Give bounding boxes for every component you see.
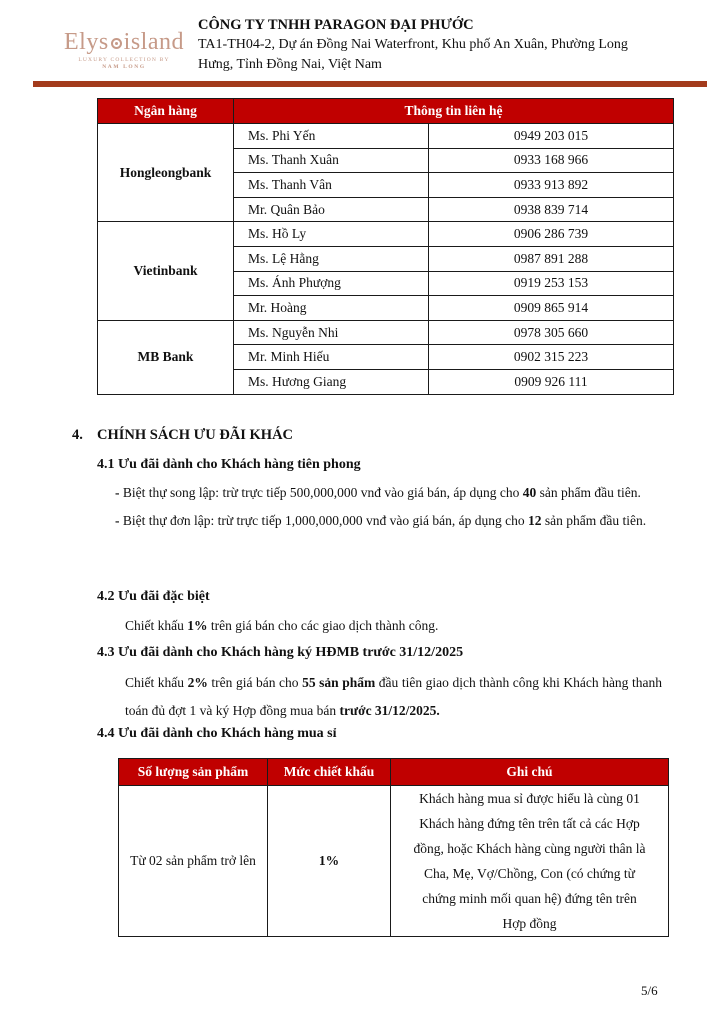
contact-phone: 0949 203 015: [429, 124, 674, 149]
note-line: Khách hàng đứng tên trên tất cả các Hợp: [419, 816, 640, 831]
logo-tagline-line2: NAM LONG: [102, 64, 146, 70]
bullet-bold-value: 12: [528, 512, 542, 528]
page-number: 5/6: [641, 983, 658, 998]
note-line: Hợp đồng: [502, 916, 557, 931]
table-row: [98, 222, 674, 247]
bullet-text: sản phẩm đầu tiên.: [536, 485, 641, 500]
company-address-line2: Hưng, Tỉnh Đồng Nai, Việt Nam: [198, 57, 382, 72]
heading-4-1: 4.1 Ưu đãi dành cho Khách hàng tiên phong: [97, 457, 361, 472]
contact-name: Ms. Phi Yến: [234, 124, 429, 149]
note-line: Cha, Mẹ, Vợ/Chồng, Con (có chứng từ: [424, 866, 635, 881]
section-4-1-bullets: [115, 479, 662, 534]
heading-4-3: 4.3 Ưu đãi dành cho Khách hàng ký HĐMB trước 31/12/2025: [97, 645, 464, 660]
paragraph-text: trên giá bán cho các giao dịch thành công.: [207, 618, 439, 633]
company-name: CÔNG TY TNHH PARAGON ĐẠI PHƯỚC: [198, 17, 474, 33]
bank-contacts-table: [97, 98, 674, 395]
contact-name: Ms. Thanh Xuân: [234, 148, 429, 173]
section-4-heading: [72, 427, 293, 444]
table-row: [98, 320, 674, 345]
paragraph-text: trên giá bán cho: [207, 675, 303, 690]
bullet-biet-thu-don-lap: [115, 507, 662, 535]
bullet-biet-thu-song-lap: [115, 479, 662, 507]
contact-column-header: Thông tin liên hệ: [234, 99, 674, 124]
section-4-title-text: CHÍNH SÁCH ƯU ĐÃI KHÁC: [97, 427, 294, 443]
contact-phone: 0987 891 288: [429, 246, 674, 271]
logo-emblem-icon: [111, 38, 122, 49]
discount-value: 1%: [268, 786, 391, 937]
bullet-bold-value: 40: [522, 485, 537, 500]
contact-name: Ms. Thanh Vân: [234, 173, 429, 198]
contact-phone: 0933 913 892: [429, 173, 674, 198]
wholesale-discount-table: [118, 758, 669, 937]
contact-name: Ms. Hương Giang: [234, 369, 429, 394]
paragraph-4-2: [125, 612, 662, 640]
section-4-number: 4.: [72, 427, 83, 443]
bank-name-vietinbank: Vietinbank: [98, 222, 234, 320]
heading-4-4: 4.4 Ưu đãi dành cho Khách hàng mua sỉ: [97, 726, 337, 741]
contact-name: Ms. Nguyễn Nhi: [234, 320, 429, 345]
contact-name: Ms. Lệ Hằng: [234, 246, 429, 271]
discount-column-header: Mức chiết khấu: [268, 759, 391, 786]
paragraph-bold: 1%: [187, 618, 208, 633]
bullet-dash: -: [115, 512, 123, 528]
note-line: Khách hàng mua sỉ được hiểu là cùng 01: [419, 791, 640, 806]
bullet-text: Biệt thự song lập: trừ trực tiếp 500,000,000 vnđ vào giá bán, áp dụng cho: [122, 485, 523, 500]
table-row: [119, 786, 669, 937]
header-divider: [33, 81, 707, 87]
paragraph-bold: 2%: [187, 675, 208, 690]
contact-phone: 0909 865 914: [429, 296, 674, 321]
table-header-row: [119, 759, 669, 786]
contact-phone: 0933 168 966: [429, 148, 674, 173]
note-column-header: Ghi chú: [391, 759, 669, 786]
paragraph-bold: trước 31/12/2025.: [339, 702, 440, 718]
heading-4-2: 4.2 Ưu đãi đặc biệt: [97, 589, 210, 604]
note-line: đồng, hoặc Khách hàng cùng người thân là: [413, 841, 646, 856]
bank-name-hongleongbank: Hongleongbank: [98, 124, 234, 222]
paragraph-text: Chiết khấu: [125, 618, 188, 633]
logo-tagline: [62, 57, 186, 71]
bank-name-mb-bank: MB Bank: [98, 320, 234, 394]
contact-name: Ms. Ánh Phượng: [234, 271, 429, 296]
contact-name: Mr. Minh Hiếu: [234, 345, 429, 370]
bullet-dash: -: [115, 485, 123, 500]
note-line: chứng minh mối quan hệ) đứng tên trên: [422, 891, 637, 906]
company-address-line1: TA1-TH04-2, Dự án Đồng Nai Waterfront, Khu phố An Xuân, Phường Long: [198, 37, 628, 52]
table-header-row: [98, 99, 674, 124]
bullet-text: sản phẩm đầu tiên.: [541, 512, 647, 528]
contact-phone: 0938 839 714: [429, 197, 674, 222]
contact-name: Ms. Hồ Ly: [234, 222, 429, 247]
paragraph-text: đầu tiên giao dịch thành công khi Khách hàng thanh toán đủ đợt 1 và ký Hợp đồng mua bán: [125, 675, 662, 718]
quantity-column-header: Số lượng sản phẩm: [119, 759, 268, 786]
contact-name: Mr. Hoàng: [234, 296, 429, 321]
bullet-text: Biệt thự đơn lập: trừ trực tiếp 1,000,000,000 vnđ vào giá bán, áp dụng cho: [122, 512, 529, 528]
paragraph-bold: 55 sản phẩm: [302, 675, 376, 690]
contact-phone: 0919 253 153: [429, 271, 674, 296]
contact-phone: 0909 926 111: [429, 369, 674, 394]
bank-column-header: Ngân hàng: [98, 99, 234, 124]
table-row: [98, 124, 674, 149]
paragraph-4-3: [125, 669, 662, 724]
brand-logo: [62, 29, 186, 71]
logo-text-left: Elys: [64, 29, 109, 55]
contact-phone: 0902 315 223: [429, 345, 674, 370]
logo-text-right: island: [123, 29, 184, 55]
paragraph-text: Chiết khấu: [125, 675, 188, 690]
logo-tagline-line1: LUXURY COLLECTION BY: [78, 57, 170, 63]
contact-name: Mr. Quân Bảo: [234, 197, 429, 222]
note-cell: [391, 786, 669, 937]
contact-phone: 0906 286 739: [429, 222, 674, 247]
company-info: [198, 15, 673, 75]
contact-phone: 0978 305 660: [429, 320, 674, 345]
logo-wordmark: [62, 29, 186, 55]
quantity-value: Từ 02 sản phẩm trở lên: [119, 786, 268, 937]
